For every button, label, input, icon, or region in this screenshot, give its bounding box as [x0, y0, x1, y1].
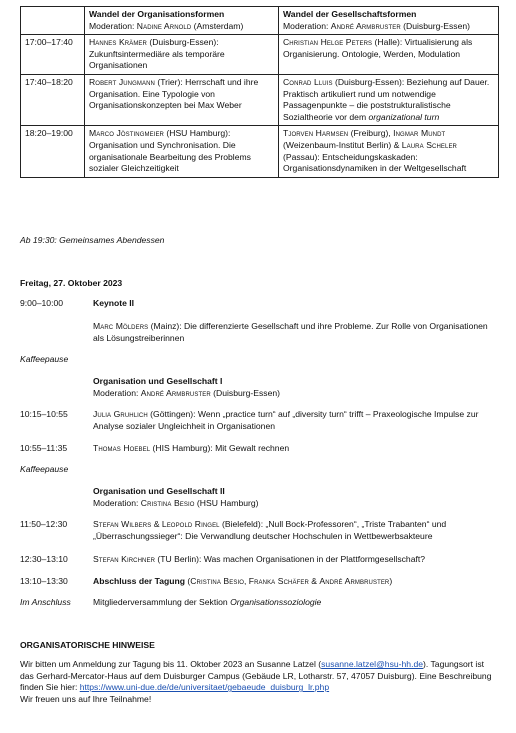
right-talk-cell: Conrad Lluis (Duisburg-Essen): Beziehung auf Dauer. Praktisch artikuliert rund um notwendige Passagenpunkte – die poststrukturalistische Sozialtheorie vor dem organizational turn	[279, 74, 499, 125]
keynote-talk: Marc Mölders (Mainz): Die differenzierte Gesellschaft und ihre Probleme. Zur Rolle von Organisationen als Lösungstreiberinnen	[93, 321, 488, 343]
talk1: Julia Gruhlich (Göttingen): Wenn „practice turn“ auf „diversity turn“ trifft – Praxeologische Impulse zur Analyse sozialer Ungleichheit in Organisationen	[93, 409, 479, 431]
left-talk-cell: Robert Jungmann (Trier): Herrschaft und ihre Organisation. Eine Typologie von Organisationskonzepten bei Max Weber	[85, 74, 279, 125]
talk3: Stefan Wilbers & Leopold Ringel (Bielefeld): „Null Bock-Professoren“, „Triste Trabanten“ und „Überraschungssieger“: Die Verwandlung deutscher Hochschulen in Wettbewerbsakteure	[93, 519, 447, 541]
table-row	[21, 74, 499, 125]
time-header-cell	[21, 7, 85, 35]
talk2-time: 10:55–11:35	[20, 443, 68, 453]
time-cell: 17:00–17:40	[21, 35, 85, 75]
session2-title: Organisation und Gesellschaft II	[93, 486, 225, 496]
closing: Abschluss der Tagung (Cristina Besio, Franka Schäfer & André Armbruster)	[93, 576, 393, 586]
talk2: Thomas Hoebel (HIS Hamburg): Mit Gewalt rechnen	[93, 443, 290, 453]
closing-time: 13:10–13:30	[20, 576, 68, 586]
time-cell: 17:40–18:20	[21, 74, 85, 125]
dinner-note: Ab 19:30: Gemeinsames Abendessen	[20, 235, 165, 245]
right-talk-cell: Christian Helge Peters (Halle): Virtualisierung als Organisierung. Ontologie, Werden, Modulation	[279, 35, 499, 75]
talk3-time: 11:50–12:30	[20, 519, 68, 529]
schedule-table	[20, 6, 499, 178]
table-row	[21, 126, 499, 177]
left-talk-cell: Hannes Krämer (Duisburg-Essen): Zukunftsintermediäre als temporäre Organisationen	[85, 35, 279, 75]
keynote-time: 9:00–10:00	[20, 298, 64, 308]
table-row	[21, 35, 499, 75]
keynote-title: Keynote II	[93, 298, 135, 308]
session1-title: Organisation und Gesellschaft I	[93, 376, 223, 386]
coffee-break-1: Kaffeepause	[20, 354, 69, 364]
talk1-time: 10:15–10:55	[20, 409, 68, 419]
talk4-time: 12:30–13:10	[20, 554, 68, 564]
right-track-header	[279, 7, 499, 35]
coffee-break-2: Kaffeepause	[20, 464, 69, 474]
right-track-moderation: Moderation: André Armbruster (Duisburg-Essen)	[283, 20, 471, 31]
venue-link[interactable]: https://www.uni-due.de/de/universitaet/gebaeude_duisburg_lr.php	[79, 682, 330, 693]
right-talk-cell: Tjorven Harmsen (Freiburg), Ingmar Mundt (Weizenbaum-Institut Berlin) & Laura Scheler (Passau): Entscheidungskaskaden: Organisationsdynamiken in der Weltgesellschaft	[279, 126, 499, 177]
left-track-header	[85, 7, 279, 35]
notes-heading: ORGANISATORISCHE HINWEISE	[20, 640, 155, 650]
member-meeting: Mitgliederversammlung der Sektion Organisationssoziologie	[93, 597, 322, 607]
after-time: Im Anschluss	[20, 597, 71, 607]
time-cell: 18:20–19:00	[21, 126, 85, 177]
left-track-moderation: Moderation: Nadine Arnold (Amsterdam)	[89, 20, 244, 31]
email-link[interactable]: susanne.latzel@hsu-hh.de	[321, 659, 424, 669]
notes-paragraph: Wir bitten um Anmeldung zur Tagung bis 11. Oktober 2023 an Susanne Latzel (susanne.latzel@hsu-hh.de). Tagungsort ist das Gerhard-Mercator-Haus auf dem Duisburger Campus (Gebäude LR, Lotharstr. 57, 47057 Duisburg). Eine Beschreibung finden Sie hier: https://www.uni-due.de/de/universitaet/gebaeude_duisburg_lr.php Wir freuen uns auf Ihre Teilnahme!	[20, 659, 492, 704]
talk4: Stefan Kirchner (TU Berlin): Was machen Organisationen in der Plattformgesellschaft?	[93, 554, 426, 564]
left-talk-cell: Marco Jöstingmeier (HSU Hamburg): Organisation und Synchronisation. Die organisationale Bearbeitung des Problems sozialer Gleichzeitigkeit	[85, 126, 279, 177]
session1-moderation: Moderation: André Armbruster (Duisburg-Essen)	[93, 388, 281, 398]
friday-heading: Freitag, 27. Oktober 2023	[20, 278, 123, 288]
session2-moderation: Moderation: Cristina Besio (HSU Hamburg)	[93, 498, 259, 508]
table-header-row	[21, 7, 499, 35]
right-track-title: Wandel der Gesellschaftsformen	[283, 9, 417, 19]
left-track-title: Wandel der Organisationsformen	[89, 9, 225, 19]
